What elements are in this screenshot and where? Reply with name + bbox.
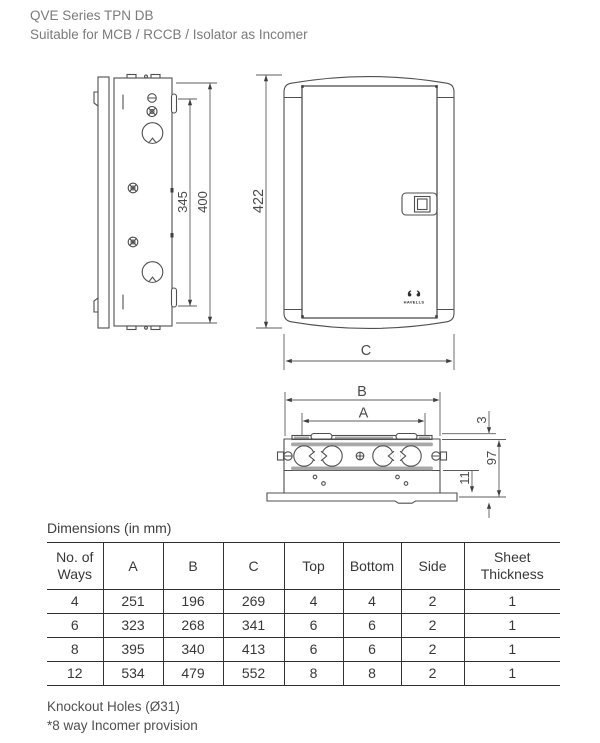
front-view-drawing xyxy=(284,77,454,329)
table-row xyxy=(47,662,560,686)
table-cell: 8 xyxy=(70,641,79,657)
header-side: Side xyxy=(401,543,464,590)
side-view-drawing xyxy=(94,75,177,330)
table-cell: 251 xyxy=(103,590,163,614)
table-cell: 4 xyxy=(70,593,79,609)
note-incomer-provision: *8 way Incomer provision xyxy=(47,718,198,733)
table-cell: 323 xyxy=(103,614,163,638)
dim-label-3: 3 xyxy=(474,416,489,424)
header-c: C xyxy=(223,543,284,590)
header-bottom: Bottom xyxy=(343,543,401,590)
knockout-hole xyxy=(373,446,394,466)
dim-label-11: 11 xyxy=(457,471,472,485)
screw-cross-icon xyxy=(356,452,364,460)
table-cell: 6 xyxy=(284,614,343,638)
series-title: QVE Series TPN DB xyxy=(30,8,154,23)
table-cell: 1 xyxy=(464,638,560,662)
knockout-hole xyxy=(400,446,421,466)
dimensions-caption: Dimensions (in mm) xyxy=(47,520,172,536)
table-cell: 395 xyxy=(103,638,163,662)
table-cell: 1 xyxy=(464,614,560,638)
dim-label-97: 97 xyxy=(484,450,499,466)
table-cell: 269 xyxy=(223,590,284,614)
table-cell: 4 xyxy=(343,590,401,614)
dimensions-table xyxy=(47,542,560,686)
screw-slot-icon xyxy=(278,452,293,460)
note-knockout-holes: Knockout Holes (Ø31) xyxy=(47,699,180,714)
dim-label-B: B xyxy=(357,384,367,400)
table-cell: 1 xyxy=(464,590,560,614)
table-row xyxy=(47,614,560,638)
brand-name: HAVELLS xyxy=(403,299,425,305)
table-header-row xyxy=(47,543,560,590)
header-a: A xyxy=(103,543,163,590)
knockout-hole xyxy=(321,446,342,466)
side-view-dimensions xyxy=(175,83,217,323)
table-cell: 196 xyxy=(163,590,223,614)
table-cell: 6 xyxy=(343,638,401,662)
dim-label-C: C xyxy=(360,343,372,359)
dim-label-345: 345 xyxy=(175,191,190,213)
table-cell: 2 xyxy=(401,614,464,638)
table-cell: 341 xyxy=(223,614,284,638)
table-cell: 6 xyxy=(70,617,79,633)
dim-label-A: A xyxy=(358,405,369,422)
table-cell: 340 xyxy=(163,638,223,662)
table-cell: 8 xyxy=(343,662,401,686)
table-cell: 413 xyxy=(223,638,284,662)
table-cell: 2 xyxy=(401,638,464,662)
table-cell: 1 xyxy=(464,662,560,686)
table-cell: 8 xyxy=(284,662,343,686)
table-row xyxy=(47,638,560,662)
header-no-of-ways: No. of Ways xyxy=(56,549,94,582)
header-b: B xyxy=(163,543,223,590)
table-cell: 12 xyxy=(66,665,83,681)
table-cell: 4 xyxy=(284,590,343,614)
table-cell: 534 xyxy=(103,662,163,686)
knockout-hole xyxy=(294,446,315,466)
table-cell: 6 xyxy=(343,614,401,638)
header-top: Top xyxy=(284,543,343,590)
table-row xyxy=(47,590,560,614)
table-cell: 479 xyxy=(163,662,223,686)
table-cell: 2 xyxy=(401,662,464,686)
header-sheet-thickness: Sheet Thickness xyxy=(464,543,560,590)
dim-label-422: 422 xyxy=(251,188,267,214)
table-cell: 552 xyxy=(223,662,284,686)
table-cell: 2 xyxy=(401,590,464,614)
dim-label-400: 400 xyxy=(195,191,210,213)
bottom-view-drawing xyxy=(267,434,457,504)
screw-slot-icon xyxy=(432,452,447,460)
table-cell: 6 xyxy=(284,638,343,662)
table-cell: 268 xyxy=(163,614,223,638)
series-subtitle: Suitable for MCB / RCCB / Isolator as Incomer xyxy=(30,27,308,42)
